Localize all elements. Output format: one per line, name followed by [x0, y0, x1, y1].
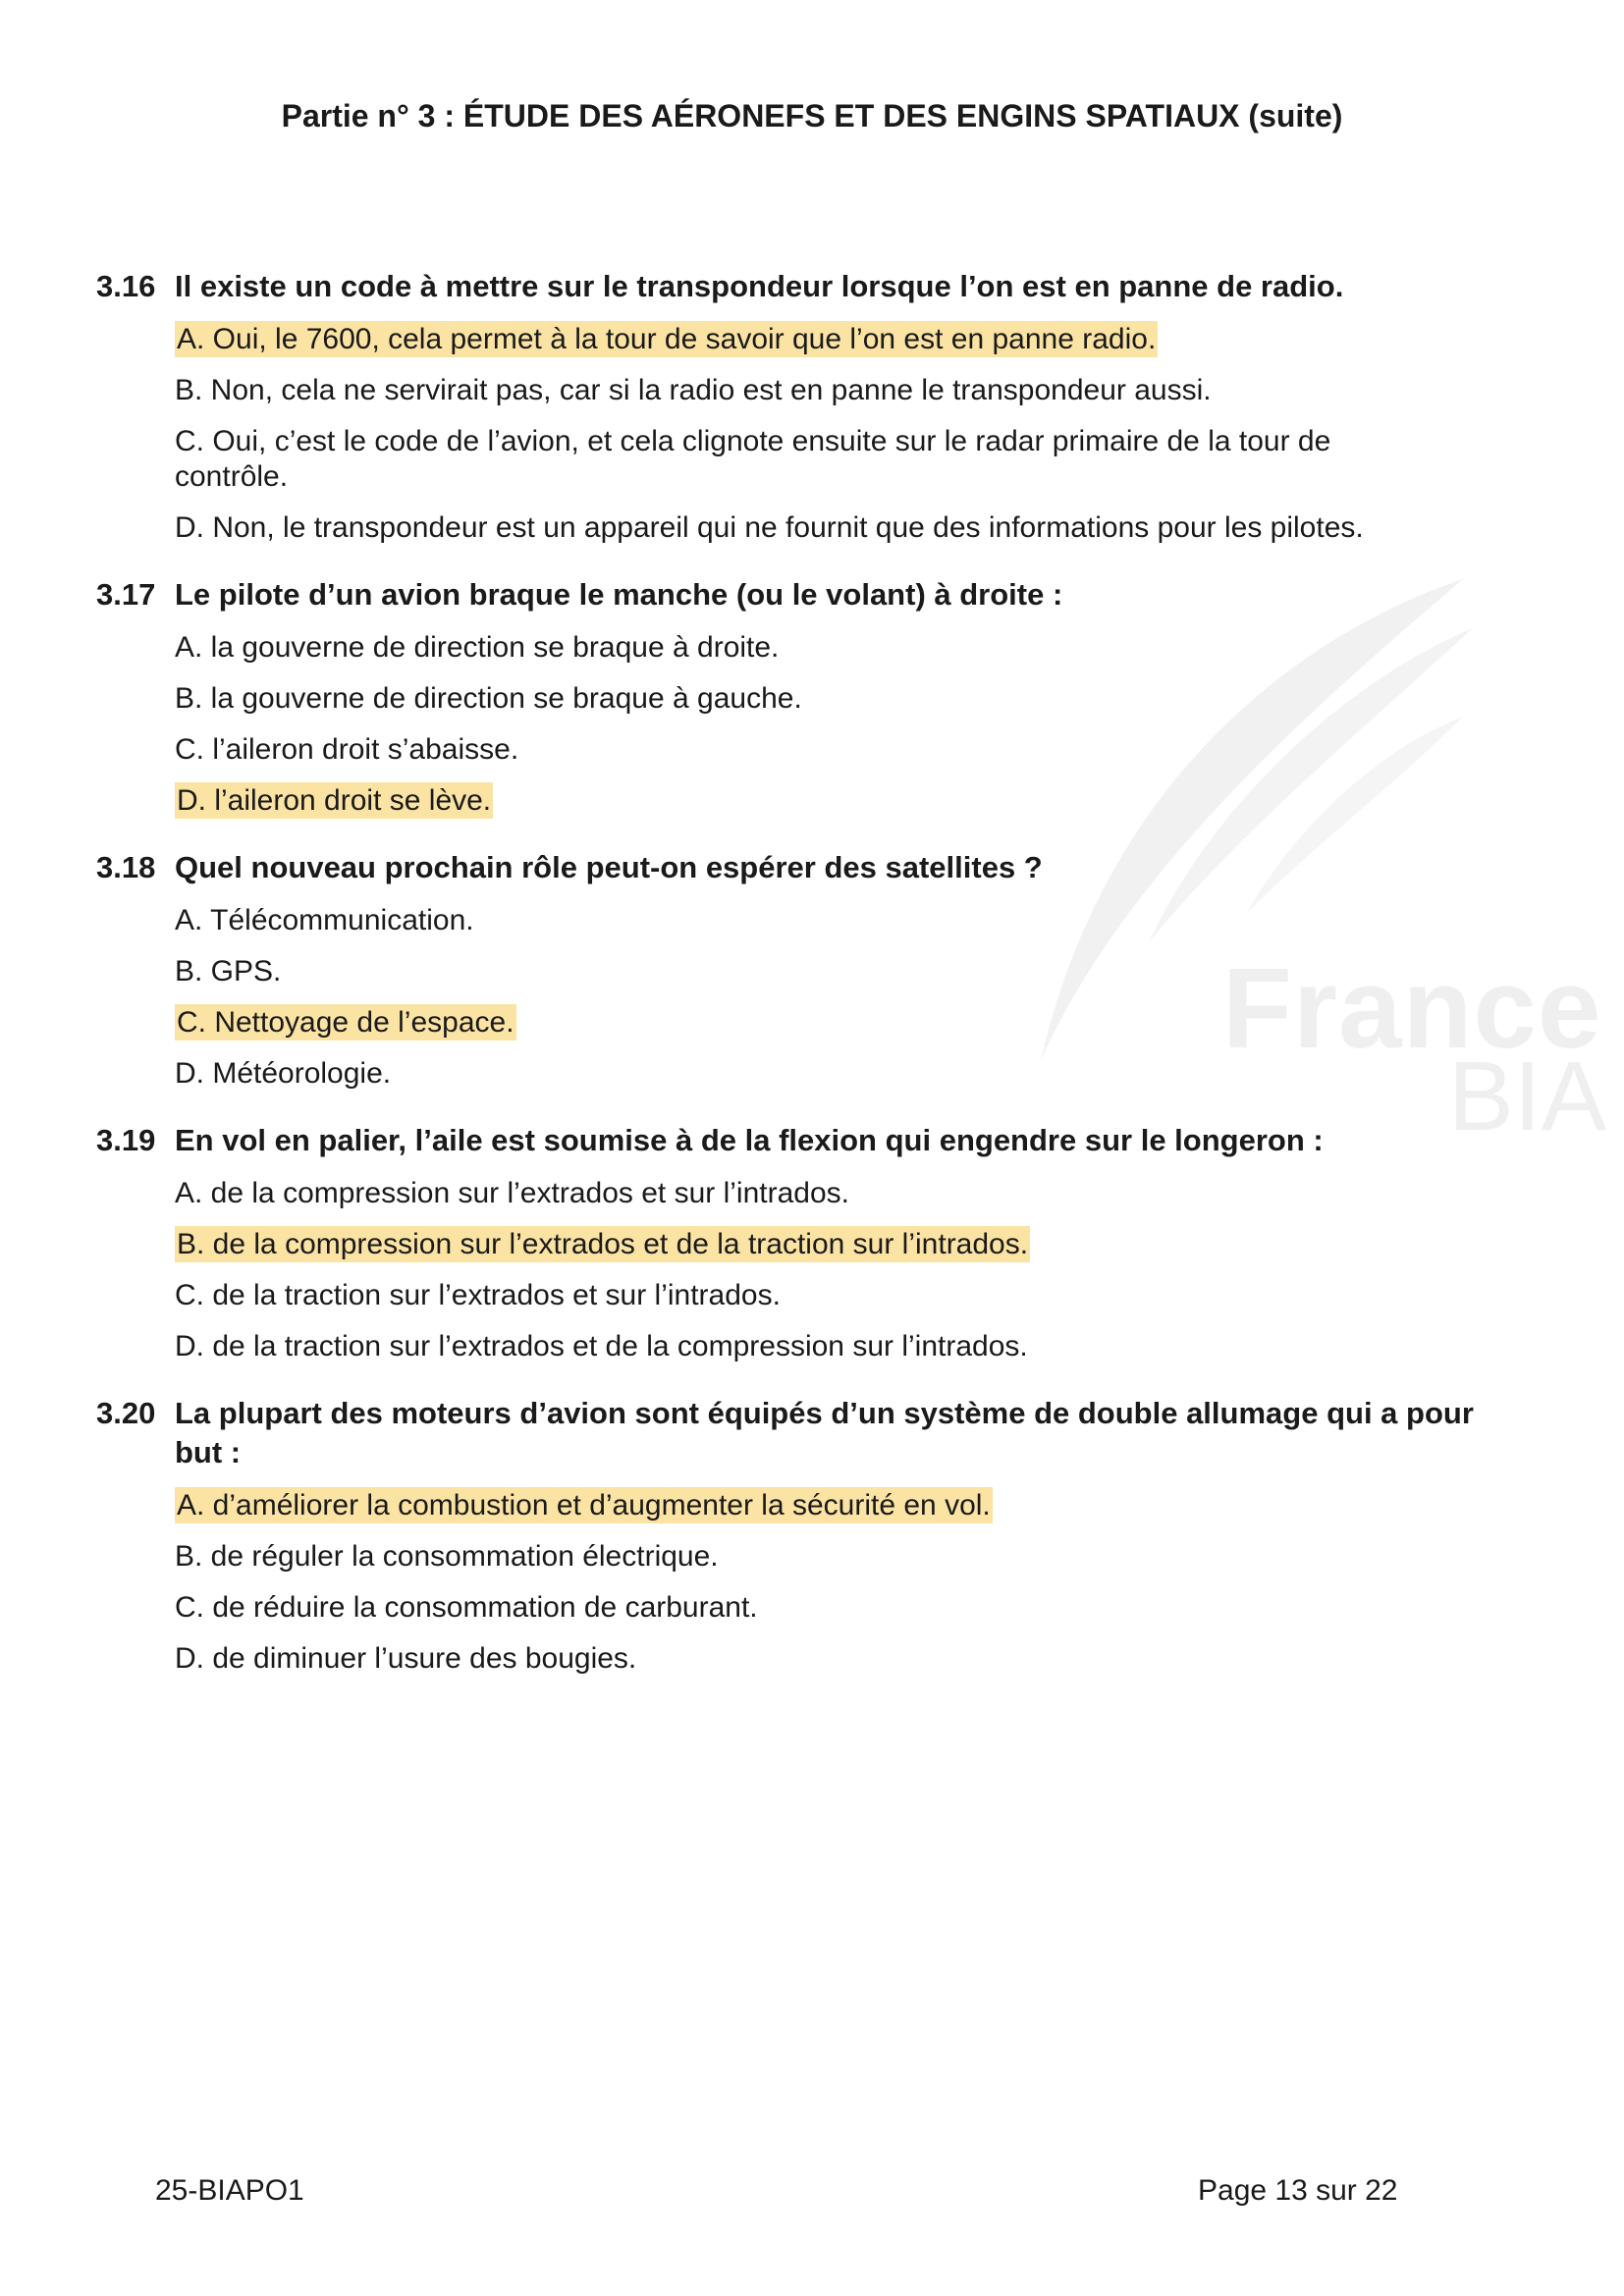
- answer-option: B. Non, cela ne servirait pas, car si la radio est en panne le transpondeur aussi.: [175, 374, 1212, 406]
- answer-option: C. de la traction sur l’extrados et sur l’intrados.: [175, 1279, 781, 1311]
- question-3-19: [96, 1121, 1510, 1364]
- answer-option-correct: C. Nettoyage de l’espace.: [177, 1006, 514, 1039]
- answer-option: B. de réguler la consommation électrique.: [175, 1540, 719, 1573]
- question-3-16: [96, 267, 1510, 546]
- answer-option: C. l’aileron droit s’abaisse.: [175, 733, 519, 766]
- answer-option: A. la gouverne de direction se braque à droite.: [175, 631, 780, 664]
- question-3-18: [96, 848, 1510, 1092]
- question-number: 3.17: [96, 577, 156, 612]
- answer-option: C. de réduire la consommation de carburant.: [175, 1591, 758, 1624]
- answer-option: B. la gouverne de direction se braque à gauche.: [175, 682, 802, 715]
- answer-option: D. de diminuer l’usure des bougies.: [175, 1642, 637, 1675]
- question-number: 3.16: [96, 269, 156, 303]
- answer-option-correct: D. l’aileron droit se lève.: [177, 784, 492, 817]
- document-code: 25-BIAPO1: [155, 2174, 304, 2207]
- answer-option: B. GPS.: [175, 955, 282, 988]
- page-number: Page 13 sur 22: [1198, 2174, 1398, 2207]
- answer-option: A. Télécommunication.: [175, 904, 474, 936]
- answer-option: D. de la traction sur l’extrados et de la compression sur l’intrados.: [175, 1330, 1028, 1362]
- answer-option-correct: A. Oui, le 7600, cela permet à la tour de savoir que l’on est en panne radio.: [177, 323, 1157, 355]
- question-list: [96, 267, 1510, 1706]
- question-number: 3.19: [96, 1123, 156, 1157]
- answer-option: D. Non, le transpondeur est un appareil qui ne fournit que des informations pour les pilotes.: [175, 511, 1364, 544]
- answer-option: D. Météorologie.: [175, 1057, 392, 1090]
- answer-option: A. de la compression sur l’extrados et sur l’intrados.: [175, 1177, 849, 1209]
- question-text: La plupart des moteurs d’avion sont équipés d’un système de double allumage qui a pour but :: [175, 1396, 1474, 1469]
- answer-option-correct: B. de la compression sur l’extrados et de la traction sur l’intrados.: [177, 1228, 1029, 1260]
- question-text: En vol en palier, l’aile est soumise à de la flexion qui engendre sur le longeron :: [175, 1123, 1324, 1157]
- question-text: Quel nouveau prochain rôle peut-on espérer des satellites ?: [175, 850, 1043, 884]
- watermark-france: France: [1222, 944, 1602, 1072]
- question-3-20: [96, 1394, 1510, 1677]
- page-title: Partie n° 3 : ÉTUDE DES AÉRONEFS ET DES ENGINS SPATIAUX (suite): [281, 98, 1343, 133]
- answer-option: C. Oui, c’est le code de l’avion, et cela clignote ensuite sur le radar primaire de la tour de contrôle.: [175, 425, 1331, 493]
- question-text: Le pilote d’un avion braque le manche (ou le volant) à droite :: [175, 577, 1063, 612]
- question-number: 3.18: [96, 850, 156, 884]
- question-number: 3.20: [96, 1396, 156, 1430]
- question-3-17: [96, 575, 1510, 819]
- question-text: Il existe un code à mettre sur le transpondeur lorsque l’on est en panne de radio.: [175, 269, 1344, 303]
- answer-option-correct: A. d’améliorer la combustion et d’augmenter la sécurité en vol.: [177, 1489, 991, 1522]
- watermark-bia: BIA: [1448, 1041, 1607, 1151]
